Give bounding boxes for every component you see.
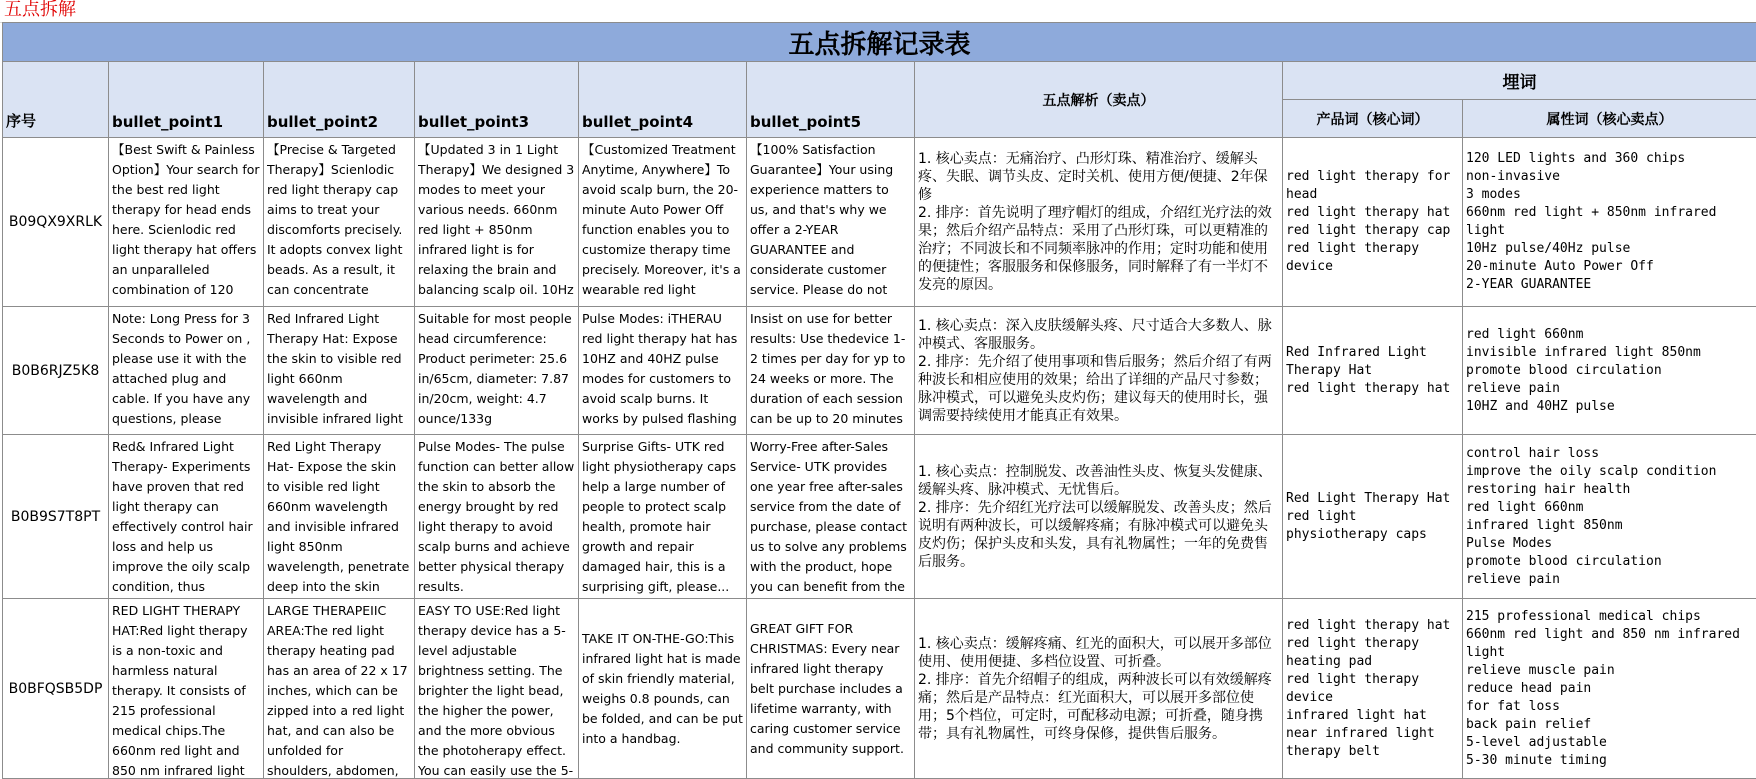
analysis-text: 1. 核心卖点：控制脱发、改善油性头皮、恢复头发健康、缓解头疼、脉冲模式、无忧售后。 2. 排序：先介绍红光疗法可以缓解脱发、改善头皮；然后说明有两种波长，可以缓解疼痛；有脉冲模式可以避免头皮灼伤；保护头皮和头发，具有礼物属性；一年的免费售后服务。 <box>918 463 1279 571</box>
bullet-point-text: Worry-Free after-Sales Service- UTK provides one year free after-sales service from the date of purchase, please contact us to solve any problems with the product, hope you can benefit from the <box>750 437 911 595</box>
product-words-cell[interactable]: red light therapy for head red light therapy hat red light therapy cap red light therapy device <box>1283 138 1463 307</box>
table-title[interactable]: 五点拆解记录表 <box>3 23 1756 62</box>
bullet-point-cell[interactable] <box>579 599 747 779</box>
bullet-point-text: Pulse Modes- The pulse function can better allow the skin to absorb the energy brought by red light therapy to avoid scalp burns and achieve better physical therapy results. <box>418 437 575 595</box>
bullet-point-text: 【Precise & Targeted Therapy】Scienlodic red light therapy cap aims to treat your discomforts precisely. It adopts convex light beads. As a result, it can concentrate <box>267 140 411 300</box>
asin-cell[interactable]: B0BFQSB5DP <box>3 599 109 779</box>
attribute-words-cell[interactable]: control hair loss improve the oily scalp condition restoring hair health red light 660nm infrared light 850nm Pulse Modes promote blood circulation relieve pain <box>1463 435 1756 599</box>
bullet-point-cell[interactable] <box>415 599 579 779</box>
bullet-point-cell[interactable] <box>109 138 264 307</box>
bullet-point-text: Insist on use for better results: Use thedevice 1- 2 times per day for yp to 24 weeks or more. The duration of each session can be up to 20 minutes <box>750 309 911 429</box>
analysis-text: 1. 核心卖点：缓解疼痛、红光的面积大，可以展开多部位使用、使用便捷、多档位设置、可折叠。 2. 排序：首先介绍帽子的组成，两种波长可以有效缓解疼痛；然后是产品特点：红光面积大，可以展开多部位使用；5个档位，可定时，可配移动电源；可折叠，随身携带；具有礼物属性，可终身保修，提供售后服务。 <box>918 635 1279 743</box>
attribute-words-cell[interactable]: 215 professional medical chips 660nm red light and 850 nm infrared light relieve muscle pain reduce head pain for fat loss back pain relief 5-level adjustable 5-30 minute timing <box>1463 599 1756 779</box>
analysis-cell[interactable] <box>915 307 1283 435</box>
bullet-point-cell[interactable] <box>747 307 915 435</box>
header-bullet-point4[interactable]: bullet_point4 <box>579 62 747 138</box>
bullet-point-cell[interactable] <box>415 138 579 307</box>
bullet-point-text: Red& Infrared Light Therapy- Experiments have proven that red light therapy can effectively control hair loss and help us improve the oily scalp condition, thus <box>112 437 260 595</box>
bullet-point-text: EASY TO USE:Red light therapy device has a 5-level adjustable brightness setting. The brighter the light bead, the higher the power, and the more obvious the photoherapy effect. You can easily use the 5- <box>418 601 575 777</box>
attribute-words-cell[interactable]: 120 LED lights and 360 chips non-invasive 3 modes 660nm red light + 850nm infrared light 10Hz pulse/40Hz pulse 20-minute Auto Power Off 2-YEAR GUARANTEE <box>1463 138 1756 307</box>
bullet-point-text: 【Best Swift & Painless Option】Your search for the best red light therapy for head ends here. Scienlodic red light therapy hat offers an unparalleled combination of 120 <box>112 140 260 300</box>
bullet-point-text: RED LIGHT THERAPY HAT:Red light therapy is a non-toxic and harmless natural therapy. It consists of 215 professional medical chips.The 660nm red light and 850 nm infrared light <box>112 601 260 777</box>
header-bullet-point1[interactable]: bullet_point1 <box>109 62 264 138</box>
bullet-point-cell[interactable] <box>109 307 264 435</box>
header-root-words[interactable]: 埋词 <box>1283 62 1756 100</box>
table-row <box>3 599 1756 779</box>
bullet-point-text: Surprise Gifts- UTK red light physiotherapy caps help a large number of people to protect scalp health, promote hair growth and repair damaged hair, this is a surprising gift, please... <box>582 437 743 595</box>
header-bullet-point3[interactable]: bullet_point3 <box>415 62 579 138</box>
sheet-top-gridline <box>0 0 1756 23</box>
bullet-point-text: LARGE THERAPEIIC AREA:The red light therapy heating pad has an area of 22 x 17 inches, which can be zipped into a red light hat, and can also be unfolded for shoulders, abdomen, <box>267 601 411 777</box>
header-bullet-point2[interactable]: bullet_point2 <box>264 62 415 138</box>
bullet-point-text: Pulse Modes: iTHERAU red light therapy hat has 10HZ and 40HZ pulse modes for customers to avoid scalp burns. It works by pulsed flashing <box>582 309 743 429</box>
bullet-point-cell[interactable] <box>264 307 415 435</box>
asin-cell[interactable]: B09QX9XRLK <box>3 138 109 307</box>
bullet-point-text: Note: Long Press for 3 Seconds to Power on , please use it with the attached plug and cable. If you have any questions, please <box>112 309 260 429</box>
table-row <box>3 138 1756 307</box>
bullet-point-cell[interactable] <box>415 435 579 599</box>
bullet-point-cell[interactable] <box>264 599 415 779</box>
header-bullet-point5[interactable]: bullet_point5 <box>747 62 915 138</box>
bullet-point-cell[interactable] <box>109 435 264 599</box>
asin-cell[interactable]: B0B6RJZ5K8 <box>3 307 109 435</box>
header-analysis[interactable]: 五点解析（卖点） <box>915 62 1283 138</box>
attribute-words-cell[interactable]: red light 660nm invisible infrared light 850nm promote blood circulation relieve pain 10HZ and 40HZ pulse <box>1463 307 1756 435</box>
header-attribute-words[interactable]: 属性词（核心卖点） <box>1463 100 1756 138</box>
bullet-point-cell[interactable] <box>579 307 747 435</box>
bullet-point-text: 【Updated 3 in 1 Light Therapy】We designed 3 modes to meet your various needs. 660nm red light + 850nm infrared light is for relaxing the brain and balancing scalp oil. 10Hz <box>418 140 575 300</box>
bullet-point-cell[interactable] <box>415 307 579 435</box>
bullet-point-text: Suitable for most people head circumference: Product perimeter: 25.6 in/65cm, diameter: 7.87 in/20cm, weight: 4.7 ounce/133g <box>418 309 575 429</box>
bullet-point-cell[interactable] <box>579 138 747 307</box>
bullet-point-text: GREAT GIFT FOR CHRISTMAS: Every near infrared light therapy belt purchase includes a lifetime warranty, with caring customer service and community support. <box>750 619 911 759</box>
bullet-point-cell[interactable] <box>264 138 415 307</box>
product-words-cell[interactable]: Red Light Therapy Hat red light physiotherapy caps <box>1283 435 1463 599</box>
bullet-point-cell[interactable] <box>264 435 415 599</box>
analysis-cell[interactable] <box>915 138 1283 307</box>
product-words-cell[interactable]: Red Infrared Light Therapy Hat red light therapy hat <box>1283 307 1463 435</box>
table-row <box>3 435 1756 599</box>
analysis-cell[interactable] <box>915 599 1283 779</box>
bullet-point-cell[interactable] <box>747 435 915 599</box>
bullet-point-cell[interactable] <box>747 599 915 779</box>
bullet-point-text: Red Infrared Light Therapy Hat: Expose the skin to visible red light 660nm wavelength and invisible infrared light <box>267 309 411 429</box>
bullet-point-cell[interactable] <box>579 435 747 599</box>
header-product-words[interactable]: 产品词（核心词） <box>1283 100 1463 138</box>
bullet-point-cell[interactable] <box>747 138 915 307</box>
analysis-text: 1. 核心卖点：无痛治疗、凸形灯珠、精准治疗、缓解头疼、失眠、调节头皮、定时关机、使用方便/便捷、2年保修 2. 排序：首先说明了理疗帽灯的组成，介绍红光疗法的效果；然后介绍产品特点：采用了凸形灯珠，可以更精准的治疗；不同波长和不同频率脉冲的作用；定时功能和使用的便捷性；客服服务和保修服务，同时解释了有一半灯不发亮的原因。 <box>918 150 1279 294</box>
analysis-cell[interactable] <box>915 435 1283 599</box>
bullet-point-text: 【100% Satisfaction Guarantee】Your using experience matters to us, and that's why we offer a 2-YEAR GUARANTEE and considerate customer service. Please do not <box>750 140 911 300</box>
asin-cell[interactable]: B0B9S7T8PT <box>3 435 109 599</box>
analysis-text: 1. 核心卖点：深入皮肤缓解头疼、尺寸适合大多数人、脉冲模式、客服服务。 2. 排序：先介绍了使用事项和售后服务；然后介绍了有两种波长和相应使用的效果；给出了详细的产品尺寸参数；脉冲模式，可以避免头皮灼伤；建议每天的使用时长，强调需要持续使用才能真正有效果。 <box>918 317 1279 425</box>
bullet-point-text: 【Customized Treatment Anytime, Anywhere】To avoid scalp burn, the 20-minute Auto Power Off function enables you to customize therapy time precisely. Moreover, it's a wearable red light <box>582 140 743 300</box>
bullet-point-cell[interactable] <box>109 599 264 779</box>
bullet-point-text: TAKE IT ON-THE-GO:This infrared light hat is made of skin friendly material, weighs 0.8 pounds, can be folded, and can be put into a handbag. <box>582 629 743 749</box>
record-table <box>2 22 1756 779</box>
header-index[interactable]: 序号 <box>3 62 109 138</box>
sheet-label-cell[interactable]: 五点拆解 <box>4 0 76 20</box>
bullet-point-text: Red Light Therapy Hat- Expose the skin to visible red light 660nm wavelength and invisible infrared light 850nm wavelength, penetrate deep into the skin <box>267 437 411 595</box>
table-row <box>3 307 1756 435</box>
product-words-cell[interactable]: red light therapy hat red light therapy heating pad red light therapy device infrared light hat near infrared light therapy belt <box>1283 599 1463 779</box>
